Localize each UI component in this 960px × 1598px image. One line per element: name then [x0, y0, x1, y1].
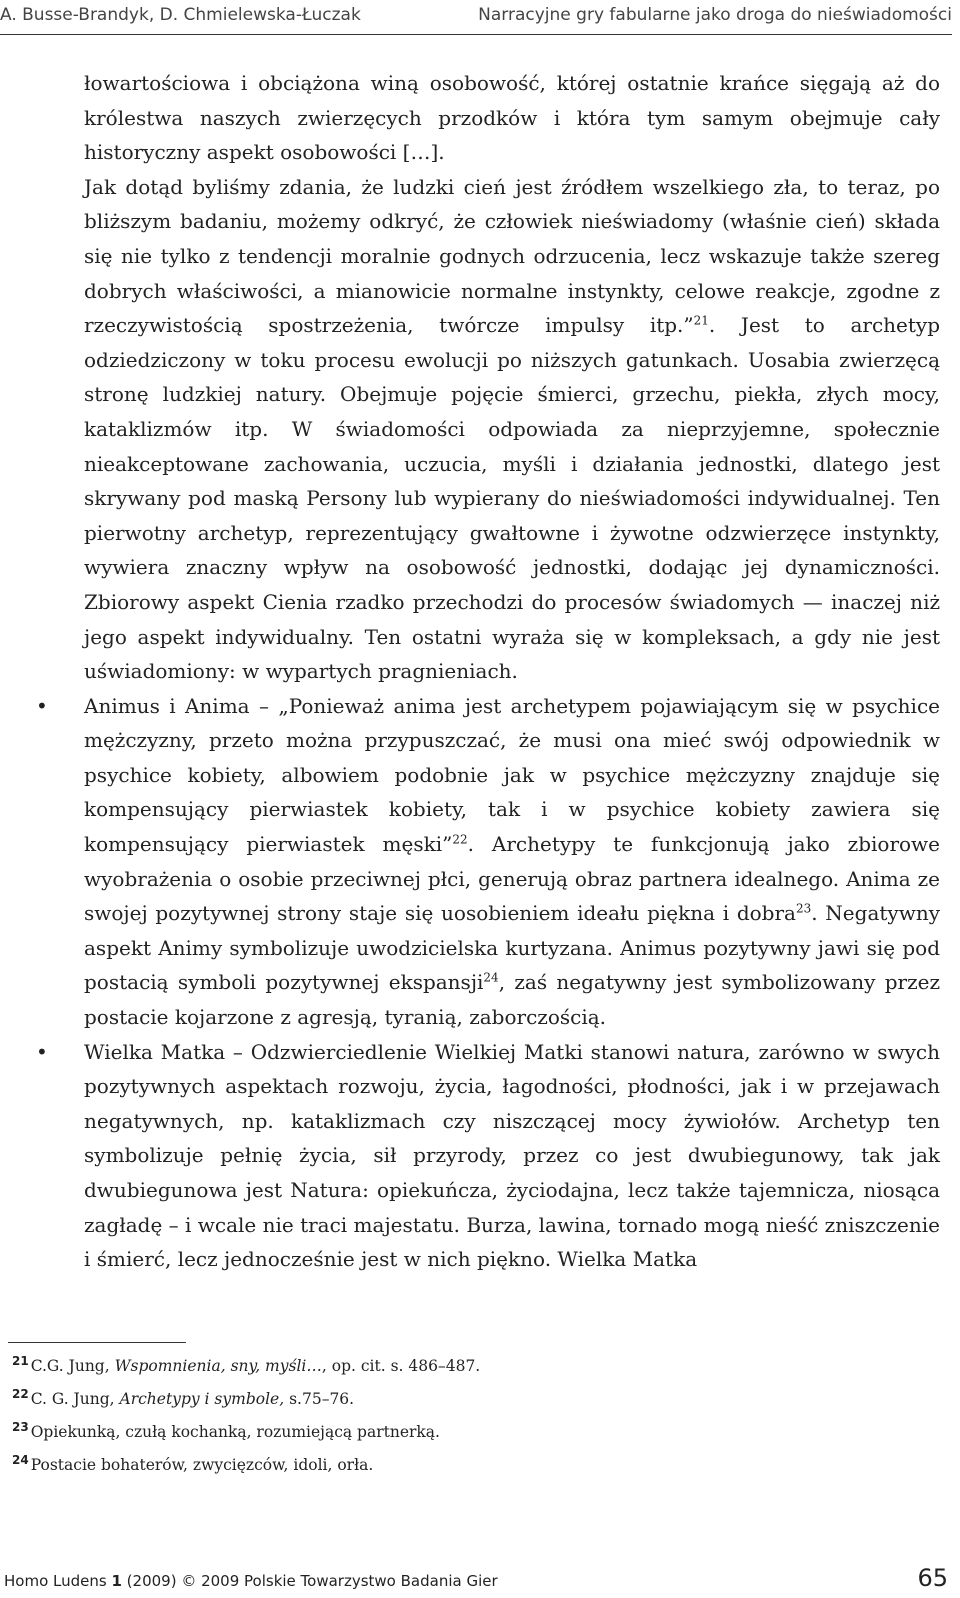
- footnote-22: [12, 1383, 912, 1416]
- header-rule: [0, 34, 952, 35]
- journal-issue: 1: [111, 1572, 122, 1590]
- list-item-text: . Archetypy te funkcjonują jako zbiorowe wyobrażenia o osobie przeciwnej płci, generują obraz partnera idealnego. Anima ze swojej pozytywnej strony staje się uosobieniem ideału piękna i dobra: [84, 832, 941, 926]
- paragraph-text: . Jest to archetyp odziedziczony w toku procesu ewolucji po niższych gatunkach. Uosabia zwierzęcą stronę ludzkiej natury. Obejmuje pojęcie śmierci, grzechu, piekła, złych mocy, kataklizmów itp. W świadomości odpowiada za nieprzyjemne, społecznie nieakceptowane zachowania, uczucia, myśli i działania jednostki, dlatego jest skrywany pod maską Persony lub wypierany do nieświadomości indywidualnej. Ten pierwotny archetyp, reprezentujący gwałtowne i żywotne odzwierzęce instynkty, wywiera znaczny wpływ na osobowość jednostki, dodając jej dynamiczności. Zbiorowy aspekt Cienia rzadko przechodzi do procesów świadomych — inaczej niż jego aspekt indywidualny. Ten ostatni wyraża się w kompleksach, a gdy nie jest uświadomiony: w wypartych pragnieniach.: [84, 313, 940, 684]
- paragraph-text: łowartościowa i obciążona winą osobowość, której ostatnie krańce sięgają aż do królestwa naszych zwierzęcych przodków i która tym samym obejmuje cały historyczny aspekt osobowości […].: [84, 71, 940, 165]
- footnote-text: s.75–76.: [284, 1390, 355, 1408]
- list-item-text: , zaś negatywny jest symbolizowany przez postacie kojarzone z agresją, tyranią, zaborczością.: [84, 970, 940, 1030]
- header-title: Narracyjne gry fabularne jako droga do nieświadomości: [478, 5, 952, 25]
- journal-name: Homo Ludens: [4, 1572, 112, 1590]
- running-header: [0, 0, 960, 34]
- footnote-text: C. G. Jung,: [30, 1390, 120, 1408]
- page-footer: [0, 1562, 960, 1592]
- footnote-21: [12, 1350, 912, 1383]
- list-item-wielka-matka: [36, 1035, 940, 1277]
- footnote-number: 22: [12, 1386, 29, 1401]
- main-text: [36, 66, 941, 1277]
- paragraph-cien: [84, 170, 940, 689]
- footnote-number: 21: [12, 1353, 29, 1368]
- list-item-text: . Negatywny aspekt Animy symbolizuje uwodzicielska kurtyzana. Animus pozytywny jawi się pod postacią symboli pozytywnej ekspansji: [84, 901, 940, 995]
- footnote-rule: [8, 1342, 186, 1343]
- quote-text: Jak dotąd byliśmy zdania, że ludzki cień jest źródłem wszelkiego zła, to teraz, po bliższym badaniu, możemy odkryć, że człowiek nieświadomy (właśnie cień) składa się nie tylko z tendencji moralnie godnych odrzucenia, lecz wskazuje także szereg dobrych właściwości, a mianowicie normalne instynkty, celowe reakcje, zgodne z rzeczywistością spostrzeżenia, twórcze impulsy itp.”: [84, 174, 940, 338]
- list-item-text: Animus i Anima – „Ponieważ anima jest archetypem pojawiającym się w psychice mężczyzny, przeto można przypuszczać, że musi ona mieć swój odpowiednik w psychice kobiety, albowiem podobnie jak w psychice mężczyzny znajduje się kompensujący pierwiastek kobiety, tak i w psychice kobiety zawiera się kompensujący pierwiastek męski”: [84, 693, 940, 857]
- bullet-icon: •: [36, 693, 48, 718]
- paragraph-continued: [84, 66, 940, 170]
- list-item-text: Wielka Matka – Odzwierciedlenie Wielkiej Matki stanowi natura, zarówno w swych pozytywnych aspektach rozwoju, życia, łagodności, płodności, jak i w przejawach negatywnych, np. kataklizmach czy niszczącej mocy żywiołów. Archetyp ten symbolizuje pełnię życia, sił przyrody, przez co jest dwubiegunowy, tak jak dwubiegunowa jest Natura: opiekuńcza, życiodajna, lecz także tajemnicza, niosąca zagładę – i wcale nie traci majestatu. Burza, lawina, tornado mogą nieść zniszczenie i śmierć, lecz jednocześnie jest w nich piękno. Wielka Matka: [84, 1039, 940, 1272]
- footnote-text: Postacie bohaterów, zwycięzców, idoli, orła.: [30, 1456, 374, 1474]
- journal-info: [4, 1572, 498, 1590]
- footnotes: [12, 1350, 912, 1482]
- footnote-text: C.G. Jung,: [30, 1357, 115, 1375]
- footnote-title: Archetypy i symbole,: [119, 1390, 285, 1408]
- footnote-ref[interactable]: 22: [452, 832, 468, 847]
- footnote-text: Opiekunką, czułą kochanką, rozumiejącą partnerką.: [30, 1423, 440, 1441]
- footnote-ref[interactable]: 21: [693, 313, 709, 328]
- footnote-number: 23: [12, 1419, 29, 1434]
- footnote-23: [12, 1416, 912, 1449]
- footnote-title: Wspomnienia, sny, myśli…: [114, 1357, 322, 1375]
- footnote-ref[interactable]: 24: [483, 970, 499, 985]
- footnote-number: 24: [12, 1452, 29, 1467]
- bullet-icon: •: [36, 1039, 48, 1064]
- list-item-animus-anima: [36, 689, 941, 1035]
- journal-copyright: (2009) © 2009 Polskie Towarzystwo Badania Gier: [121, 1572, 498, 1590]
- footnote-ref[interactable]: 23: [795, 901, 812, 916]
- page-number: 65: [917, 1564, 948, 1592]
- footnote-24: [12, 1449, 912, 1482]
- header-authors: A. Busse-Brandyk, D. Chmielewska-Łuczak: [0, 5, 361, 25]
- footnote-text: , op. cit. s. 486–487.: [321, 1357, 481, 1375]
